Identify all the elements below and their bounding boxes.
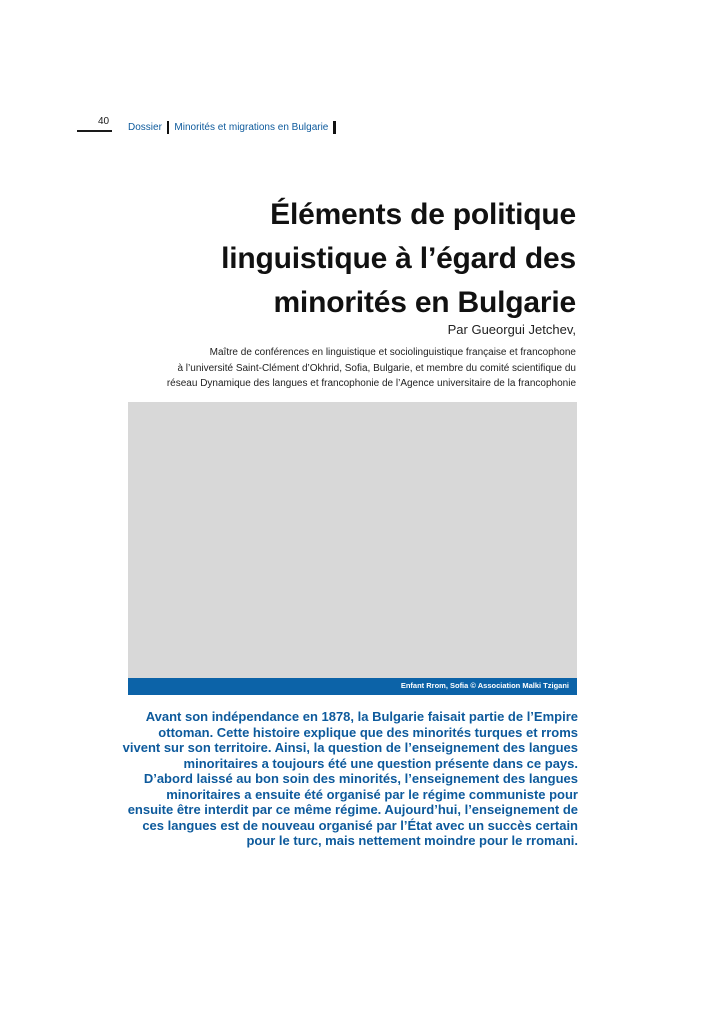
article-title (56, 193, 576, 325)
lead-line: Avant son indépendance en 1878, la Bulgarie faisait partie de l’Empire (145, 709, 578, 724)
author-byline: Par Gueorgui Jetchev, (447, 322, 576, 337)
lead-line: pour le turc, mais nettement moindre pour le rromani. (246, 833, 578, 848)
lead-line: minoritaires a toujours été une question présente dans ce pays. (183, 755, 578, 771)
affiliation-line: réseau Dynamique des langues et francophonie de l’Agence universitaire de la francophonie (166, 378, 576, 389)
header-separator (333, 121, 336, 134)
author-affiliation (116, 345, 576, 392)
title-line: minorités en Bulgarie (273, 286, 576, 319)
lead-paragraph (118, 709, 578, 849)
page-number: 40 (98, 116, 110, 127)
title-line: linguistique à l’égard des (221, 242, 576, 275)
lead-line: minoritaires a ensuite été organisé par le régime communiste pour (166, 786, 578, 802)
photo-caption: Enfant Rrom, Sofia © Association Malki Tzigani (400, 681, 569, 690)
header-rule (77, 130, 112, 132)
photo-caption-band (128, 678, 577, 695)
title-line: Éléments de politique (270, 198, 576, 231)
header-separator (167, 121, 170, 134)
lead-line: ces langues est de nouveau organisé par l’État avec un succès certain (142, 817, 578, 833)
lead-line: vivent sur son territoire. Ainsi, la question de l’enseignement des langues (122, 740, 578, 755)
subsection-label: Minorités et migrations en Bulgarie (174, 122, 329, 133)
running-header (128, 121, 336, 134)
affiliation-line: Maître de conférences en linguistique et sociolinguistique française et francophone (209, 347, 576, 358)
section-label: Dossier (128, 122, 162, 133)
lead-line: ensuite être interdit par ce même régime. Aujourd’hui, l’enseignement de (127, 802, 578, 817)
lead-line: ottoman. Cette histoire explique que des minorités turques et rroms (158, 724, 578, 740)
article-photo (128, 402, 577, 678)
affiliation-line: à l’université Saint-Clément d’Okhrid, Sofia, Bulgarie, et membre du comité scientifique du (177, 362, 576, 374)
lead-line: D’abord laissé au bon soin des minorités, l’enseignement des langues (143, 771, 578, 786)
